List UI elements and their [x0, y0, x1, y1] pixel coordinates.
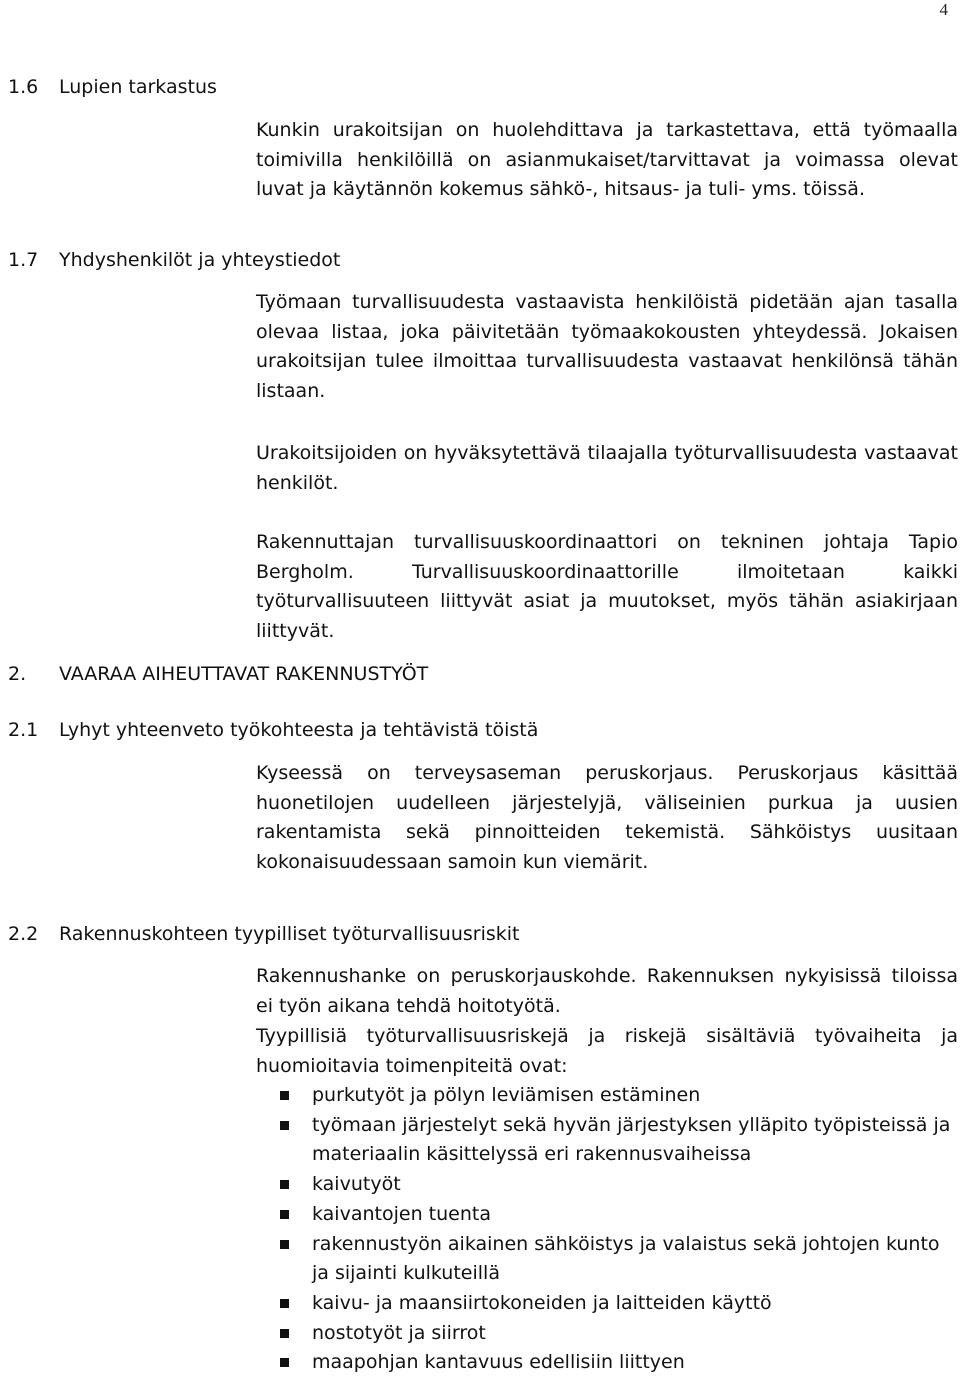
section-number: 2.	[8, 663, 27, 685]
list-item-text: nostotyöt ja siirrot	[312, 1321, 486, 1344]
section-title: Lyhyt yhteenveto työkohteesta ja tehtävistä töistä	[59, 719, 539, 741]
section-title: Rakennuskohteen tyypilliset työturvallisuusriskit	[59, 923, 520, 945]
bullet-square-icon	[280, 1091, 289, 1100]
list-item-text: kaivu- ja maansiirtokoneiden ja laitteiden käyttö	[312, 1291, 772, 1314]
list-item	[256, 1200, 958, 1230]
bullet-square-icon	[280, 1240, 289, 1249]
list-item	[256, 1319, 958, 1349]
list-item-text: maapohjan kantavuus edellisiin liittyen	[312, 1351, 685, 1374]
list-item	[256, 1111, 958, 1170]
list-item	[256, 1289, 958, 1319]
section-heading-1-7	[8, 249, 340, 271]
bullet-square-icon	[280, 1329, 289, 1338]
paragraph-lupien-tarkastus: Kunkin urakoitsijan on huolehdittava ja tarkastettava, että työmaalla toimivilla henkilöillä on asianmukaiset/tarvittavat ja voimassa olevat luvat ja käytännön kokemus sähkö-, hitsaus- ja tuli- yms. töissä.	[256, 119, 958, 200]
section-number: 2.2	[8, 923, 39, 945]
bullet-square-icon	[280, 1210, 289, 1219]
section-number: 1.6	[8, 76, 39, 98]
bullet-square-icon	[280, 1121, 289, 1130]
bullet-square-icon	[280, 1358, 289, 1367]
paragraph-tilaajan-hyvaksynta: Urakoitsijoiden on hyväksytettävä tilaajalla työturvallisuudesta vastaavat henkilöt.	[256, 442, 958, 494]
section-heading-2	[8, 663, 428, 685]
paragraph-peruskorjauskohde: Rakennushanke on peruskorjauskohde. Rakennuksen nykyisissä tiloissa ei työn aikana tehdä hoitotyötä.	[256, 965, 958, 1017]
section-heading-2-2	[8, 923, 520, 945]
section-title: VAARAA AIHEUTTAVAT RAKENNUSTYÖT	[59, 663, 429, 685]
paragraph-riskit-intro: Tyypillisiä työturvallisuusriskejä ja riskejä sisältäviä työvaiheita ja huomioitavia toimenpiteitä ovat:	[256, 1025, 958, 1077]
list-item	[256, 1230, 958, 1289]
list-item-text: kaivantojen tuenta	[312, 1202, 491, 1225]
bullet-square-icon	[280, 1299, 289, 1308]
risk-list	[256, 1081, 958, 1378]
bullet-square-icon	[280, 1180, 289, 1189]
list-item-text: purkutyöt ja pölyn leviämisen estäminen	[312, 1084, 701, 1106]
list-item	[256, 1348, 958, 1378]
list-item-text: kaivutyöt	[312, 1173, 401, 1196]
section-heading-1-6	[8, 76, 217, 98]
paragraph-turvallisuushenkilot: Työmaan turvallisuudesta vastaavista henkilöistä pidetään ajan tasalla olevaa listaa, joka päivitetään työmaakokousten yhteydessä. Jokaisen urakoitsijan tulee ilmoittaa turvallisuudesta vastaavat henkilönsä tähän listaan.	[256, 291, 958, 402]
list-item	[256, 1081, 958, 1111]
section-heading-2-1	[8, 719, 538, 741]
paragraph-tyokohde: Kyseessä on terveysaseman peruskorjaus. Peruskorjaus käsittää huonetilojen uudelleen järjestelyjä, väliseinien purkua ja uusien rakentamista sekä pinnoitteiden tekemistä. Sähköistys uusitaan kokonaisuudessaan samoin kun viemärit.	[256, 762, 958, 873]
paragraph-turvallisuuskoordinaattori: Rakennuttajan turvallisuuskoordinaattori on tekninen johtaja Tapio Bergholm. Turvallisuuskoordinaattorille ilmoitetaan kaikki työturvallisuuteen liittyvät asiat ja muutokset, myös tähän asiakirjaan liittyvät.	[256, 531, 958, 642]
list-item-text: työmaan järjestelyt sekä hyvän järjestyksen ylläpito työpisteissä ja materiaalin käsittelyssä eri rakennusvaiheissa	[312, 1113, 951, 1166]
list-item-text: rakennustyön aikainen sähköistys ja valaistus sekä johtojen kunto ja sijainti kulkuteillä	[312, 1232, 940, 1285]
section-title: Yhdyshenkilöt ja yhteystiedot	[59, 249, 341, 271]
list-item	[256, 1170, 958, 1200]
section-number: 1.7	[8, 249, 39, 271]
section-number: 2.1	[8, 719, 39, 741]
section-title: Lupien tarkastus	[59, 76, 217, 98]
page-number: 4	[939, 0, 948, 19]
